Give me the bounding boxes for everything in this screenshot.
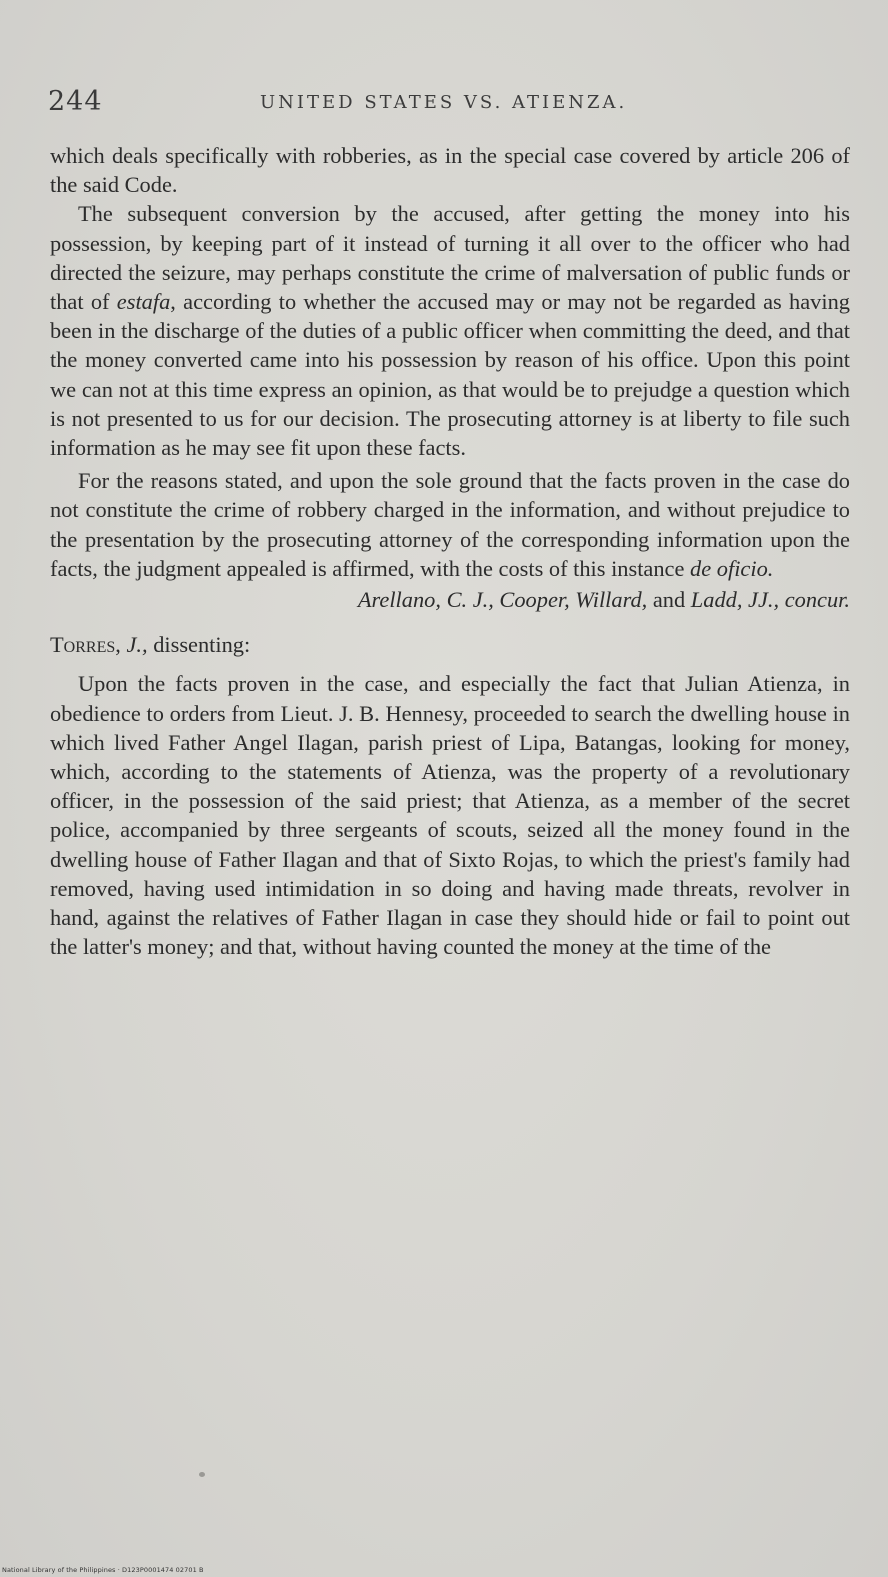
body-text xyxy=(50,141,850,961)
dissent-label: dissenting: xyxy=(147,632,251,658)
library-credit: National Library of the Philippines · D123P0001474 02701 B xyxy=(2,1566,204,1574)
concur-conjunction: and xyxy=(647,587,691,613)
paragraph-text: , according to whether the accused may or may not be regarded as having been in the discharge of the duties of a public officer when committing the deed, and that the money converted came into his possession by reason of his office. Upon this point we can not at this time express an opinion, as that would be to prejudge a question which is not presented to us for our decision. The prosecuting attorney is at liberty to file such information as he may see fit upon these facts. xyxy=(50,289,850,461)
running-title: UNITED STATES VS. ATIENZA. xyxy=(260,92,628,113)
italic-term-estafa: estafa xyxy=(116,289,171,315)
dissenting-justice-title: J., xyxy=(120,632,148,658)
dissent-heading xyxy=(50,630,850,659)
running-head xyxy=(48,86,848,126)
paragraph-text: The subsequent conversion by the accused, after getting the money into his possession, by keeping part of it instead of turning it all over to the officer who had directed the seizure, may perhaps constitute the crime of malversation of public funds or that of xyxy=(50,201,850,315)
concurring-justice-ladd: Ladd, JJ., concur. xyxy=(690,587,850,613)
page-number: 244 xyxy=(48,86,103,117)
paragraph-text: For the reasons stated, and upon the sole ground that the facts proven in the case do not constitute the crime of robbery charged in the information, and without prejudice to the presentation by the prosecuting attorney of the corresponding information upon the facts, the judgment appealed is affirmed, with the costs of this instance xyxy=(50,468,850,581)
concurring-justices: Arellano, C. J., Cooper, Willard, xyxy=(357,587,648,613)
paragraph-conversion xyxy=(50,199,850,462)
italic-term-de-oficio: de oficio. xyxy=(690,555,774,581)
ink-speck xyxy=(199,1472,205,1477)
dissenting-justice-name: Torres, xyxy=(50,632,121,658)
concurrence-line xyxy=(50,585,850,614)
paragraph-continuation: which deals specifically with robberies, as in the special case covered by article 206 of the said Code. xyxy=(50,143,850,198)
paragraph-judgment xyxy=(50,466,850,583)
paragraph-dissent: Upon the facts proven in the case, and especially the fact that Julian Atienza, in obedience to orders from Lieut. J. B. Hennesy, proceeded to search the dwelling house in which lived Father Angel Ilagan, parish priest of Lipa, Batangas, looking for money, which, according to the statements of Atienza, was the property of a revolutionary officer, in the possession of the said priest; that Atienza, as a member of the secret police, accompanied by three sergeants of scouts, seized all the money found in the dwelling house of Father Ilagan and that of Sixto Rojas, to which the priest's family had removed, having used intimidation in so doing and having made threats, revolver in hand, against the relatives of Father Ilagan in case they should hide or fail to point out the latter's money; and that, without having counted the money at the time of the xyxy=(50,671,850,960)
